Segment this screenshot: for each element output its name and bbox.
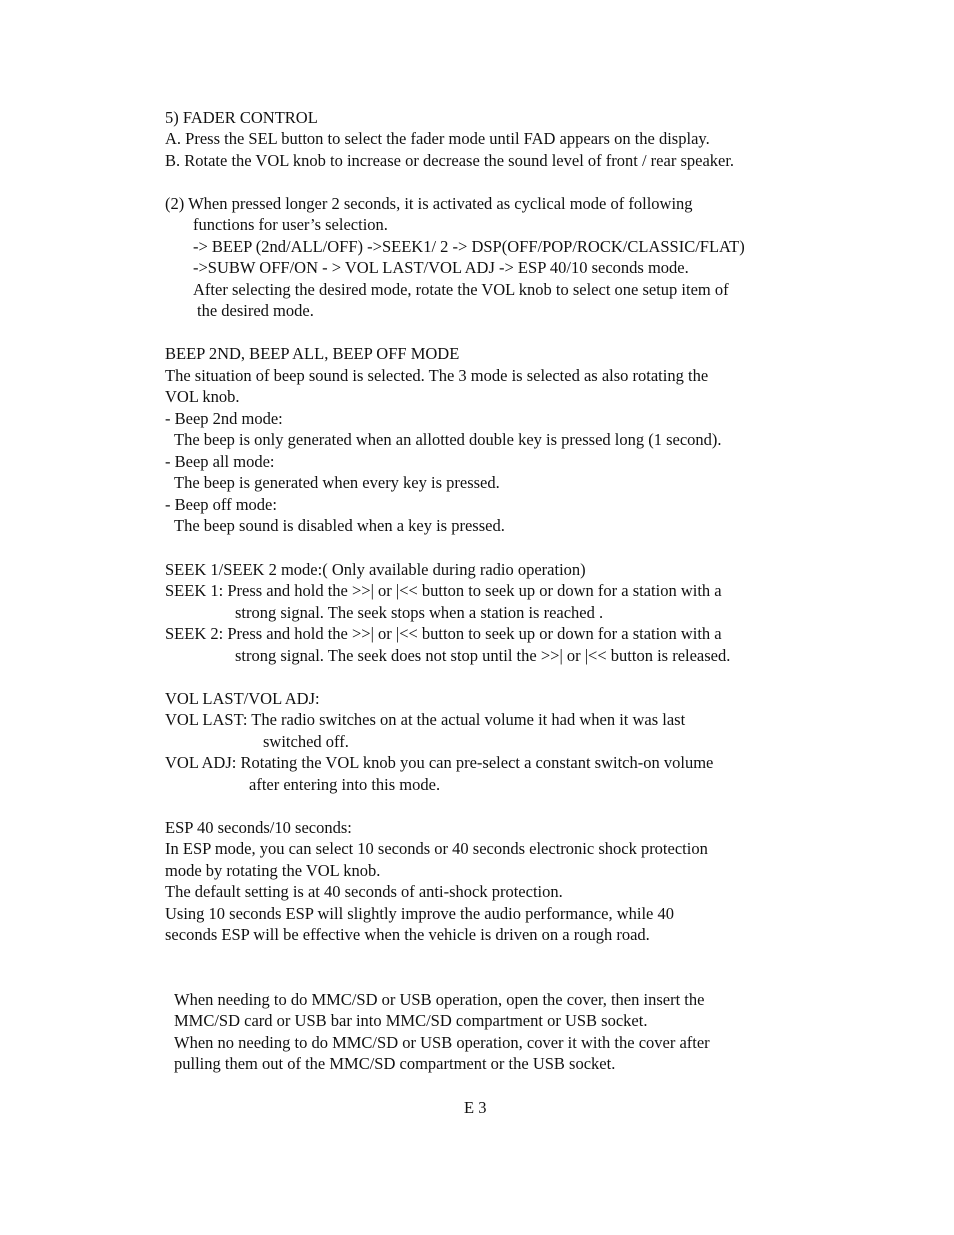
cyclical-sequence-2: ->SUBW OFF/ON - > VOL LAST/VOL ADJ -> ESP 40/10 seconds mode.	[193, 258, 689, 277]
mmc-paragraph-4: pulling them out of the MMC/SD compartment or the USB socket.	[174, 1054, 616, 1073]
esp-paragraph-1: In ESP mode, you can select 10 seconds or 40 seconds electronic shock protection	[165, 839, 708, 858]
esp-heading: ESP 40 seconds/10 seconds:	[165, 818, 352, 837]
esp-paragraph-4: Using 10 seconds ESP will slightly improve the audio performance, while 40	[165, 904, 674, 923]
beep-off-desc: The beep sound is disabled when a key is pressed.	[174, 516, 505, 535]
vol-last-desc: VOL LAST: The radio switches on at the actual volume it had when it was last	[165, 710, 686, 729]
seek-1-desc-cont: strong signal. The seek stops when a station is reached .	[235, 603, 604, 622]
fader-heading: 5) FADER CONTROL	[165, 108, 318, 127]
beep-all-label: - Beep all mode:	[165, 452, 275, 471]
cyclical-instruction-cont: the desired mode.	[197, 301, 314, 320]
mmc-paragraph-2: MMC/SD card or USB bar into MMC/SD compartment or USB socket.	[174, 1011, 648, 1030]
beep-2nd-label: - Beep 2nd mode:	[165, 409, 283, 428]
vol-adj-desc-cont: after entering into this mode.	[249, 775, 441, 794]
beep-intro: The situation of beep sound is selected. The 3 mode is selected as also rotating the	[165, 366, 709, 385]
mmc-paragraph-1: When needing to do MMC/SD or USB operation, open the cover, then insert the	[174, 990, 705, 1009]
seek-2-desc-cont: strong signal. The seek does not stop until the >>| or |<< button is released.	[235, 646, 731, 665]
mmc-paragraph-3: When no needing to do MMC/SD or USB operation, cover it with the cover after	[174, 1033, 710, 1052]
fader-step-b: B. Rotate the VOL knob to increase or decrease the sound level of front / rear speaker.	[165, 151, 735, 170]
esp-paragraph-2: mode by rotating the VOL knob.	[165, 861, 381, 880]
esp-paragraph-3: The default setting is at 40 seconds of anti-shock protection.	[165, 882, 563, 901]
seek-1-desc: SEEK 1: Press and hold the >>| or |<< button to seek up or down for a station with a	[165, 581, 722, 600]
beep-2nd-desc: The beep is only generated when an allotted double key is pressed long (1 second).	[174, 430, 722, 449]
beep-heading: BEEP 2ND, BEEP ALL, BEEP OFF MODE	[165, 344, 460, 363]
fader-step-a: A. Press the SEL button to select the fader mode until FAD appears on the display.	[165, 129, 710, 148]
beep-off-label: - Beep off mode:	[165, 495, 277, 514]
vol-heading: VOL LAST/VOL ADJ:	[165, 689, 320, 708]
seek-2-desc: SEEK 2: Press and hold the >>| or |<< button to seek up or down for a station with a	[165, 624, 722, 643]
vol-adj-desc: VOL ADJ: Rotating the VOL knob you can pre-select a constant switch-on volume	[165, 753, 714, 772]
cyclical-intro-cont: functions for user’s selection.	[193, 215, 388, 234]
cyclical-sequence-1: -> BEEP (2nd/ALL/OFF) ->SEEK1/ 2 -> DSP(OFF/POP/ROCK/CLASSIC/FLAT)	[193, 237, 745, 256]
vol-last-desc-cont: switched off.	[263, 732, 349, 751]
beep-intro-cont: VOL knob.	[165, 387, 240, 406]
esp-paragraph-5: seconds ESP will be effective when the vehicle is driven on a rough road.	[165, 925, 650, 944]
cyclical-intro: (2) When pressed longer 2 seconds, it is activated as cyclical mode of following	[165, 194, 693, 213]
beep-all-desc: The beep is generated when every key is pressed.	[174, 473, 500, 492]
cyclical-instruction: After selecting the desired mode, rotate the VOL knob to select one setup item of	[193, 280, 729, 299]
page-number: E 3	[464, 1098, 487, 1117]
seek-heading: SEEK 1/SEEK 2 mode:( Only available during radio operation)	[165, 560, 586, 579]
